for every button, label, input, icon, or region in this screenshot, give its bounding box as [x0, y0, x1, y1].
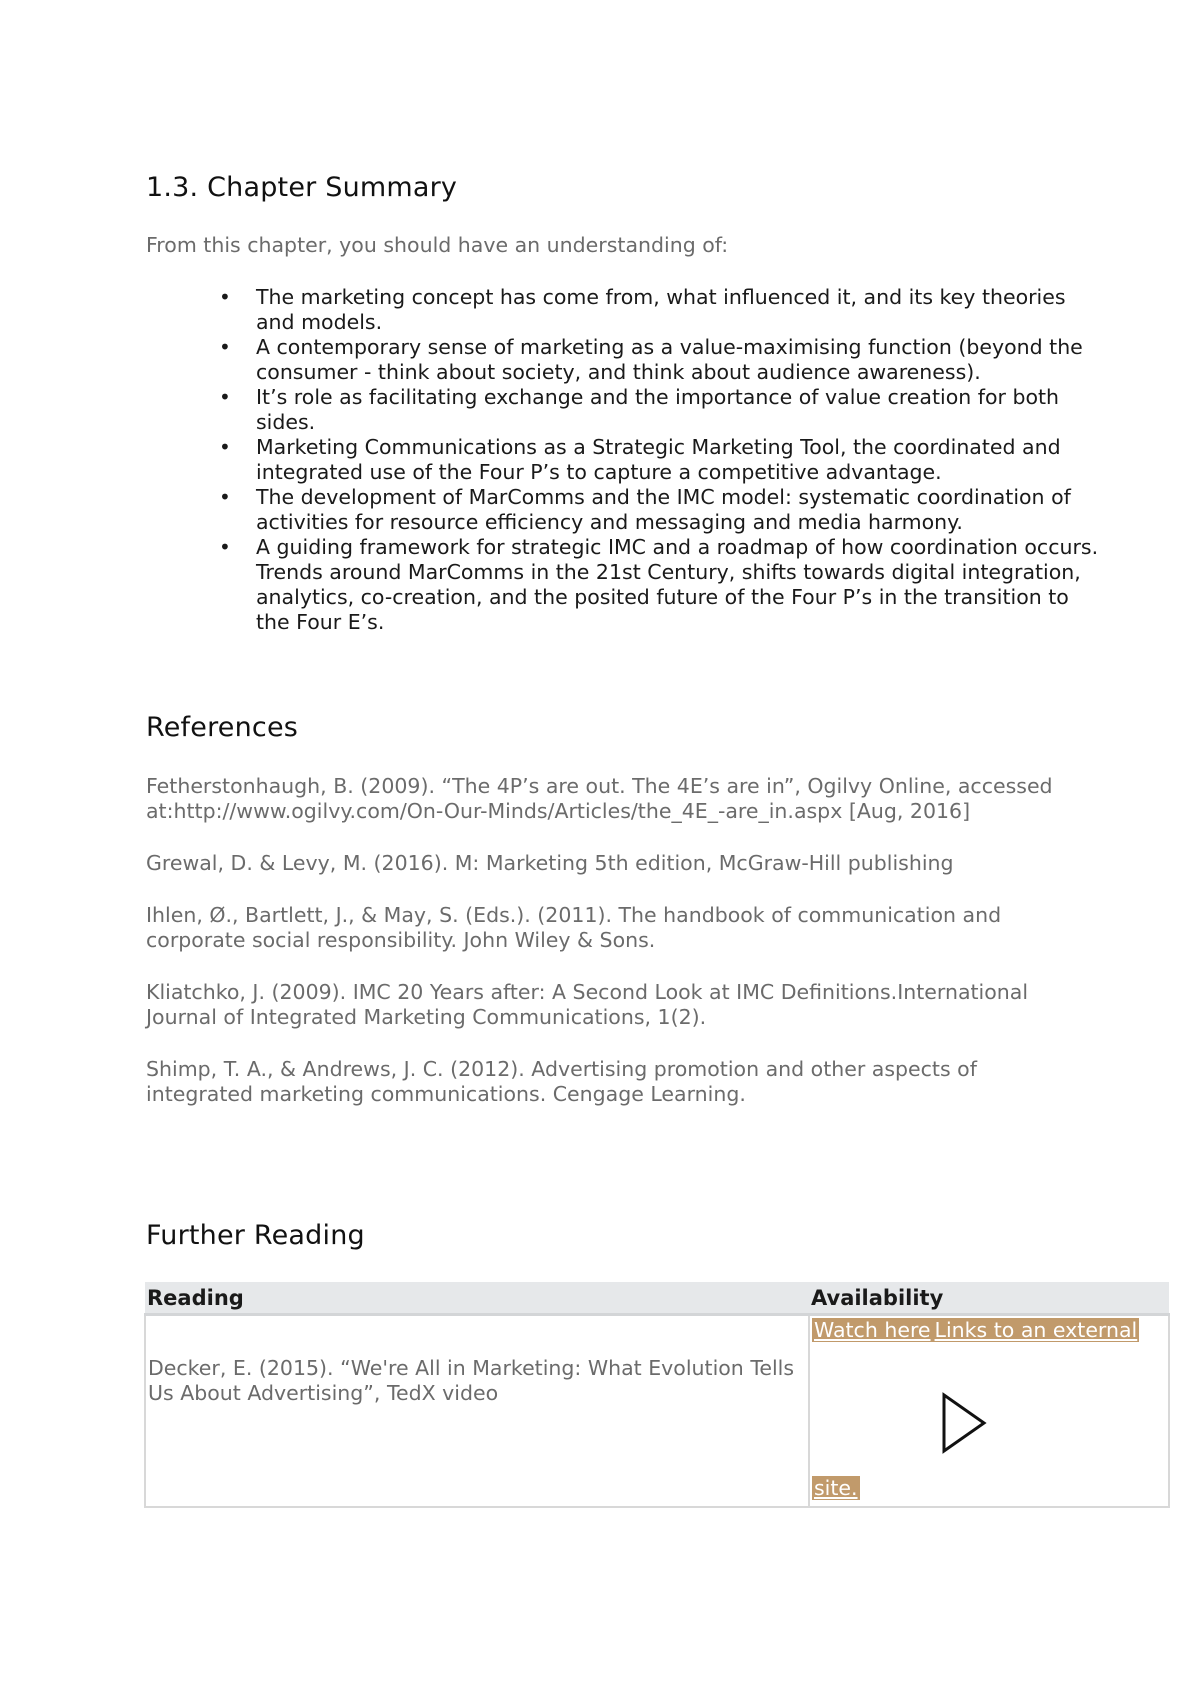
play-icon[interactable] [940, 1392, 988, 1454]
further-reading-heading: Further Reading [146, 1220, 365, 1251]
watch-here-link-group[interactable] [812, 1318, 1139, 1342]
reference-item: Ihlen, Ø., Bartlett, J., & May, S. (Eds.). (2011). The handbook of communication and corporate social responsibility. John Wiley & Sons. [146, 903, 1002, 952]
table-row [145, 1315, 1169, 1508]
watch-here-link[interactable]: Watch here [814, 1318, 931, 1342]
references-list [146, 774, 1066, 1134]
bullet-marker: • [219, 385, 231, 409]
list-item-text: A guiding framework for strategic IMC and a roadmap of how coordination occurs. Trends around MarComms in the 21st Century, shifts towards digital integration, analytics, co-creation, and the posited future of the Four P’s in the transition to the Four E’s. [256, 535, 1099, 634]
external-link-suffix[interactable]: site. [814, 1476, 858, 1500]
summary-bullet-list [146, 285, 1106, 635]
further-reading-table [144, 1282, 1170, 1508]
column-header-reading: Reading [145, 1282, 809, 1315]
chapter-summary-heading: 1.3. Chapter Summary [146, 172, 458, 203]
list-item [219, 285, 1106, 335]
bullet-marker: • [219, 335, 231, 359]
column-header-availability: Availability [809, 1282, 1169, 1315]
reference-item: Grewal, D. & Levy, M. (2016). M: Marketing 5th edition, McGraw-Hill publishing [146, 851, 954, 875]
list-item-text: The marketing concept has come from, what influenced it, and its key theories and models. [256, 285, 1066, 334]
list-item [219, 435, 1106, 485]
availability-cell [809, 1315, 1169, 1508]
bullet-marker: • [219, 285, 231, 309]
table-header-row [145, 1282, 1169, 1315]
reference-item: Kliatchko, J. (2009). IMC 20 Years after: A Second Look at IMC Definitions.International Journal of Integrated Marketing Communications, 1(2). [146, 980, 1029, 1029]
references-heading: References [146, 712, 299, 743]
list-item [219, 335, 1106, 385]
list-item [219, 385, 1106, 435]
reading-cell [145, 1315, 809, 1508]
list-item [219, 535, 1106, 635]
chapter-summary-intro: From this chapter, you should have an understanding of: [146, 233, 729, 257]
list-item-text: It’s role as facilitating exchange and the importance of value creation for both sides. [256, 385, 1060, 434]
list-item-text: The development of MarComms and the IMC model: systematic coordination of activities for resource efficiency and messaging and media harmony. [256, 485, 1071, 534]
bullet-marker: • [219, 435, 231, 459]
list-item-text: Marketing Communications as a Strategic Marketing Tool, the coordinated and integrated use of the Four P’s to capture a competitive advantage. [256, 435, 1061, 484]
external-link-label[interactable]: Links to an external [934, 1318, 1138, 1342]
list-item-text: A contemporary sense of marketing as a value-maximising function (beyond the consumer - think about society, and think about audience awareness). [256, 335, 1083, 384]
reference-item: Shimp, T. A., & Andrews, J. C. (2012). Advertising promotion and other aspects of integrated marketing communications. Cengage Learning. [146, 1057, 977, 1106]
list-item [219, 485, 1106, 535]
reference-item: Fetherstonhaugh, B. (2009). “The 4P’s are out. The 4E’s are in”, Ogilvy Online, accessed at:http://www.ogilvy.com/On-Our-Minds/Articles/the_4E_-are_in.aspx [Aug, 2016] [146, 774, 1053, 823]
reading-citation: Decker, E. (2015). “We're All in Marketing: What Evolution Tells Us About Advertising”, TedX video [148, 1356, 795, 1405]
external-link-suffix-group[interactable] [812, 1476, 860, 1500]
bullet-marker: • [219, 535, 231, 559]
bullet-marker: • [219, 485, 231, 509]
